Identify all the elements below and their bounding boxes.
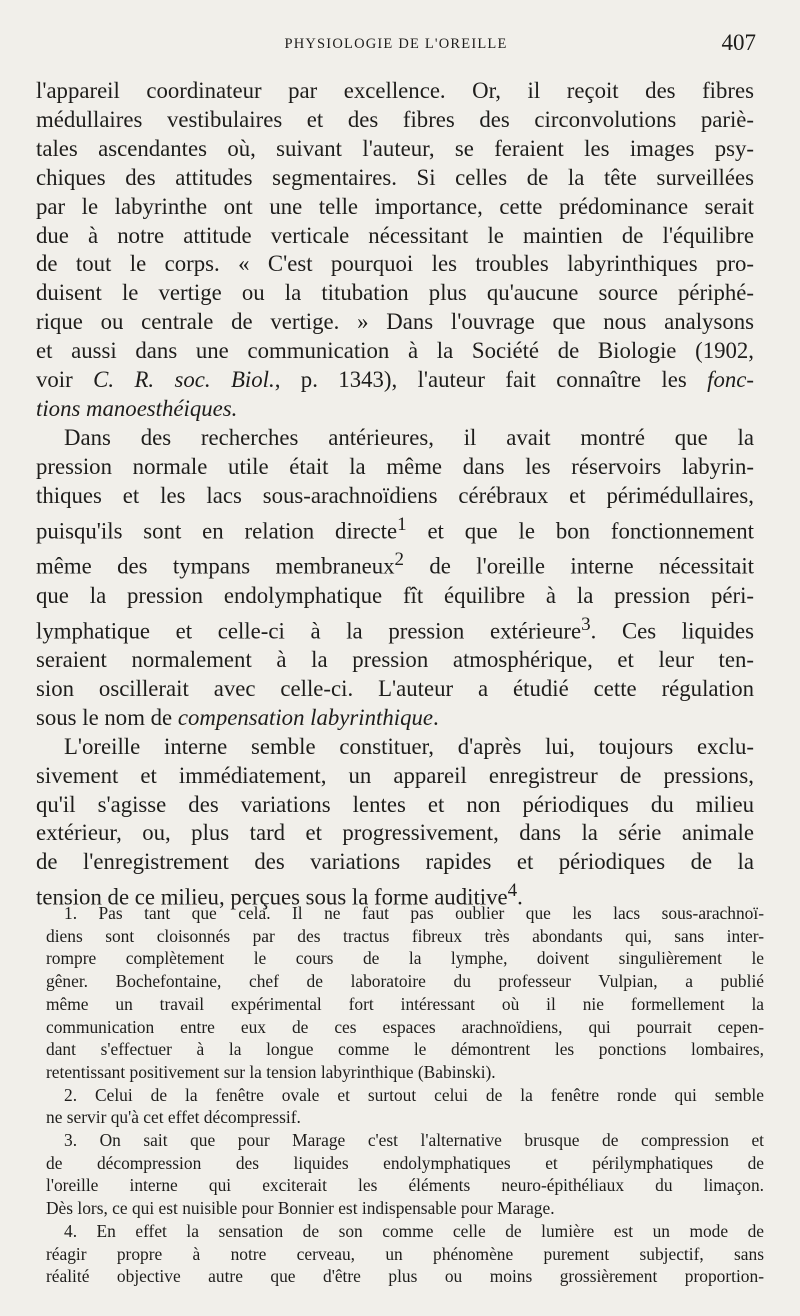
- footnote-line: diens sont cloisonnés par des tractus fibreux très abondants qui, sans inter-: [46, 925, 764, 946]
- footnote-line: 1. Pas tant que cela. Il ne faut pas oublier que les lacs sous-arachnoï-: [64, 903, 764, 923]
- footnote-line: ne servir qu'à cet effet décompressif.: [46, 1107, 301, 1128]
- text-line: que la pression endolymphatique fît équilibre à la pression péri-: [36, 582, 754, 608]
- page-number: 407: [721, 30, 756, 55]
- text-line: tions manoesthéiques.: [36, 395, 238, 421]
- text-line: tales ascendantes où, suivant l'auteur, se feraient les images psy-: [36, 135, 754, 161]
- text-line: rique ou centrale de vertige. » Dans l'ouvrage que nous analysons: [36, 309, 754, 335]
- paragraph-1: [36, 77, 754, 424]
- text-line: et aussi dans une communication à la Société de Biologie (1902,: [36, 338, 754, 364]
- main-text: [36, 77, 754, 913]
- footnote-ref: 1: [397, 513, 407, 535]
- footnote-ref: 3: [581, 613, 591, 635]
- text-run: de l'oreille interne nécessitait: [404, 553, 754, 579]
- running-title: PHYSIOLOGIE DE L'OREILLE: [284, 36, 508, 52]
- footnote-line: l'oreille interne qui exciterait les éléments neuro-épithéliaux du limaçon.: [46, 1175, 764, 1196]
- paragraph-2: [36, 424, 754, 733]
- text-run: voir: [36, 367, 94, 393]
- text-line: thiques et les lacs sous-arachnoïdiens cérébraux et périmédullaires,: [36, 482, 754, 508]
- text-run: .: [433, 704, 439, 730]
- footnote-line: communication entre eux de ces espaces arachnoïdiens, qui pourrait cepen-: [46, 1016, 764, 1037]
- footnotes: [46, 902, 764, 1288]
- text-line: de tout le corps. « C'est pourquoi les troubles labyrinthiques pro-: [36, 251, 754, 277]
- text-line: qu'il s'agisse des variations lentes et non périodiques du milieu: [36, 791, 754, 817]
- footnote-line: gêner. Bochefontaine, chef de laboratoire du professeur Vulpian, a publié: [46, 971, 764, 992]
- text-line: extérieur, ou, plus tard et progressivement, dans la série animale: [36, 820, 754, 846]
- footnote-line: dant s'effectuer à la longue comme le démontrent les ponctions lombaires,: [46, 1039, 764, 1060]
- text-line: [36, 366, 754, 395]
- text-line: sivement et immédiatement, un appareil enregistreur de pressions,: [36, 762, 754, 788]
- footnote-line: 3. On sait que pour Marage c'est l'alternative brusque de compression et: [64, 1130, 764, 1151]
- footnote-line: de décompression des liquides endolymphatiques et périlymphatiques de: [46, 1152, 764, 1173]
- italic-term: compensation labyrinthique: [177, 704, 434, 730]
- footnote-line: réagir propre à notre cerveau, un phénomène purement subjectif, sans: [46, 1243, 764, 1264]
- text-line: de l'enregistrement des variations rapides et périodiques de la: [36, 849, 754, 875]
- footnote-3: [46, 1129, 764, 1220]
- text-line: Dans des recherches antérieures, il avait montré que la: [64, 424, 754, 450]
- text-line: par le labyrinthe ont une telle importance, cette prédominance serait: [36, 193, 754, 219]
- text-line: L'oreille interne semble constituer, d'après lui, toujours exclu-: [64, 733, 754, 759]
- footnote-line: retentissant positivement sur la tension labyrinthique (Babinski).: [46, 1061, 496, 1082]
- text-line: seraient normalement à la pression atmosphérique, et leur ten-: [36, 647, 754, 672]
- footnote-line: 4. En effet la sensation de son comme celle de lumière est un mode de: [64, 1220, 764, 1241]
- footnote-line: même un travail expérimental fort intéressant où il nie formellement la: [46, 993, 764, 1014]
- text-run: .: [517, 884, 523, 910]
- text-line: due à notre attitude verticale nécessitant le maintien de l'équilibre: [36, 222, 754, 248]
- text-line: [36, 511, 754, 547]
- text-line: chiques des attitudes segmentaires. Si celles de la tête surveillées: [36, 164, 754, 190]
- footnote-ref: 2: [394, 549, 405, 571]
- text-run: , p. 1343), l'auteur fait connaître les: [274, 367, 708, 393]
- page-header: [36, 30, 756, 60]
- text-line: duisent le vertige ou la titubation plus qu'aucune source périphé-: [36, 280, 754, 306]
- text-run: sous le nom de: [36, 704, 178, 730]
- text-line: pression normale utile était la même dans les réservoirs labyrin-: [36, 453, 754, 479]
- text-line: l'appareil coordinateur par excellence. Or, il reçoit des fibres: [36, 78, 754, 103]
- text-run: même des tympans membraneux: [36, 553, 395, 579]
- italic-term: fonc-: [707, 367, 754, 393]
- text-run: et que le bon fonctionnement: [406, 518, 754, 544]
- text-line: [36, 546, 754, 582]
- text-run: lymphatique et celle-ci à la pression extérieure: [36, 618, 582, 644]
- italic-citation: C. R. soc. Biol.: [93, 367, 275, 393]
- footnote-line: 2. Celui de la fenêtre ovale et surtout celui de la fenêtre ronde qui semble: [64, 1084, 764, 1105]
- paragraph-3: [36, 733, 754, 913]
- text-line: sion oscillerait avec celle-ci. L'auteur a étudié cette régulation: [36, 675, 754, 701]
- footnote-line: réalité objective autre que d'être plus ou moins grossièrement proportion-: [46, 1266, 764, 1287]
- text-line: médullaires vestibulaires et des fibres des circonvolutions pariè-: [36, 106, 754, 132]
- footnote-4: [46, 1220, 764, 1288]
- footnote-line: Dès lors, ce qui est nuisible pour Bonnier est indispensable pour Marage.: [46, 1198, 555, 1219]
- footnote-line: rompre complètement le cours de la lymphe, doivent singulièrement le: [46, 948, 764, 969]
- text-run: tension de ce milieu, perçues sous la forme auditive: [36, 884, 508, 910]
- footnote-1: [46, 902, 764, 1084]
- text-line: [36, 611, 754, 647]
- footnote-ref: 4: [507, 880, 518, 902]
- text-run: . Ces liquides: [590, 618, 754, 644]
- footnote-2: [46, 1084, 764, 1129]
- text-run: puisqu'ils sont en relation directe: [36, 518, 398, 544]
- text-line: [36, 704, 754, 733]
